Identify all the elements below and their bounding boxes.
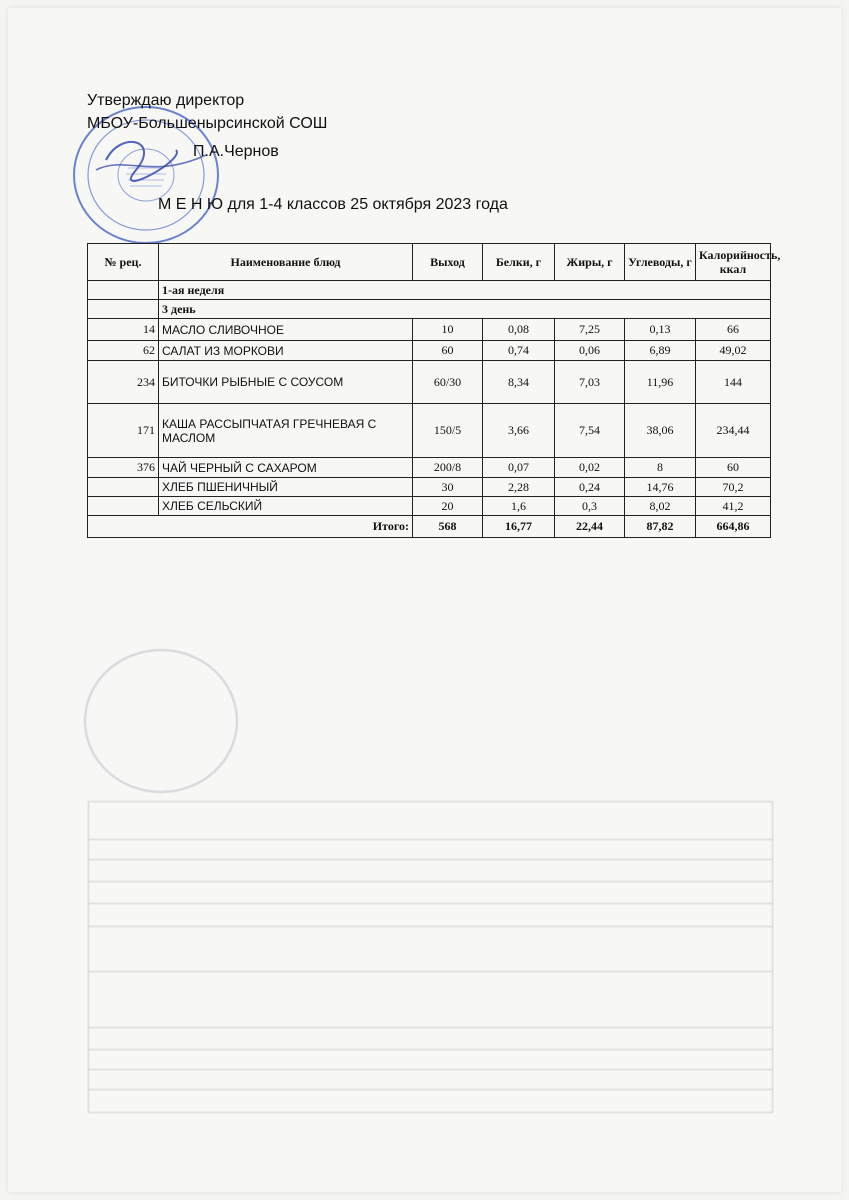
protein-value: 1,6 <box>483 497 555 516</box>
portion-output: 150/5 <box>413 404 483 458</box>
protein-value: 0,74 <box>483 341 555 361</box>
dish-name: ХЛЕБ ПШЕНИЧНЫЙ <box>159 478 413 497</box>
protein-value: 3,66 <box>483 404 555 458</box>
protein-value: 0,08 <box>483 319 555 341</box>
fat-value: 0,24 <box>555 478 625 497</box>
total-row <box>88 516 771 538</box>
total-output: 568 <box>413 516 483 538</box>
fat-value: 0,02 <box>555 458 625 478</box>
protein-value: 0,07 <box>483 458 555 478</box>
kcal-value: 41,2 <box>696 497 771 516</box>
director-name: П.А.Чернов <box>193 143 279 160</box>
recipe-number <box>88 478 159 497</box>
day-label: 3 день <box>159 300 771 319</box>
carb-value: 38,06 <box>625 404 696 458</box>
dish-name: САЛАТ ИЗ МОРКОВИ <box>159 341 413 361</box>
table-row <box>88 458 771 478</box>
total-label: Итого: <box>88 516 413 538</box>
total-fat: 22,44 <box>555 516 625 538</box>
total-protein: 16,77 <box>483 516 555 538</box>
column-header: Выход <box>413 244 483 281</box>
total-carb: 87,82 <box>625 516 696 538</box>
week-row <box>88 281 771 300</box>
carb-value: 0,13 <box>625 319 696 341</box>
column-header: № рец. <box>88 244 159 281</box>
kcal-value: 49,02 <box>696 341 771 361</box>
table-row <box>88 361 771 404</box>
column-header: Углеводы, г <box>625 244 696 281</box>
school-name: МБОУ-Большенырсинской СОШ <box>87 115 328 132</box>
table-row <box>88 478 771 497</box>
menu-table <box>87 243 781 538</box>
ghost-table <box>88 801 773 1113</box>
kcal-value: 144 <box>696 361 771 404</box>
menu-title: М Е Н Ю для 1-4 классов 25 октября 2023 года <box>158 196 508 213</box>
portion-output: 60 <box>413 341 483 361</box>
column-header: Калорийность, ккал <box>696 244 771 281</box>
portion-output: 20 <box>413 497 483 516</box>
dish-name: ЧАЙ ЧЕРНЫЙ С САХАРОМ <box>159 458 413 478</box>
day-row <box>88 300 771 319</box>
dish-name: БИТОЧКИ РЫБНЫЕ С СОУСОМ <box>159 361 413 404</box>
recipe-number: 234 <box>88 361 159 404</box>
fat-value: 7,25 <box>555 319 625 341</box>
kcal-value: 234,44 <box>696 404 771 458</box>
table-row <box>88 319 771 341</box>
kcal-value: 70,2 <box>696 478 771 497</box>
portion-output: 60/30 <box>413 361 483 404</box>
portion-output: 200/8 <box>413 458 483 478</box>
carb-value: 11,96 <box>625 361 696 404</box>
portion-output: 30 <box>413 478 483 497</box>
column-header: Белки, г <box>483 244 555 281</box>
column-header: Наименование блюд <box>159 244 413 281</box>
fat-value: 7,54 <box>555 404 625 458</box>
carb-value: 6,89 <box>625 341 696 361</box>
table-row <box>88 404 771 458</box>
carb-value: 8,02 <box>625 497 696 516</box>
week-label: 1-ая неделя <box>159 281 771 300</box>
carb-value: 8 <box>625 458 696 478</box>
recipe-number: 14 <box>88 319 159 341</box>
recipe-number: 62 <box>88 341 159 361</box>
portion-output: 10 <box>413 319 483 341</box>
table-row <box>88 497 771 516</box>
ghost-seal-icon <box>84 649 238 793</box>
dish-name: КАША РАССЫПЧАТАЯ ГРЕЧНЕВАЯ С МАСЛОМ <box>159 404 413 458</box>
table-row <box>88 341 771 361</box>
document-page <box>8 8 841 1192</box>
fat-value: 0,06 <box>555 341 625 361</box>
recipe-number: 376 <box>88 458 159 478</box>
kcal-value: 60 <box>696 458 771 478</box>
fat-value: 7,03 <box>555 361 625 404</box>
recipe-number <box>88 497 159 516</box>
carb-value: 14,76 <box>625 478 696 497</box>
dish-name: ХЛЕБ СЕЛЬСКИЙ <box>159 497 413 516</box>
protein-value: 2,28 <box>483 478 555 497</box>
reverse-side-bleed-through <box>78 643 778 1113</box>
table-header-row <box>88 244 771 281</box>
dish-name: МАСЛО СЛИВОЧНОЕ <box>159 319 413 341</box>
column-header: Жиры, г <box>555 244 625 281</box>
fat-value: 0,3 <box>555 497 625 516</box>
recipe-number: 171 <box>88 404 159 458</box>
total-kcal: 664,86 <box>696 516 771 538</box>
kcal-value: 66 <box>696 319 771 341</box>
protein-value: 8,34 <box>483 361 555 404</box>
approval-heading: Утверждаю директор <box>87 92 245 109</box>
